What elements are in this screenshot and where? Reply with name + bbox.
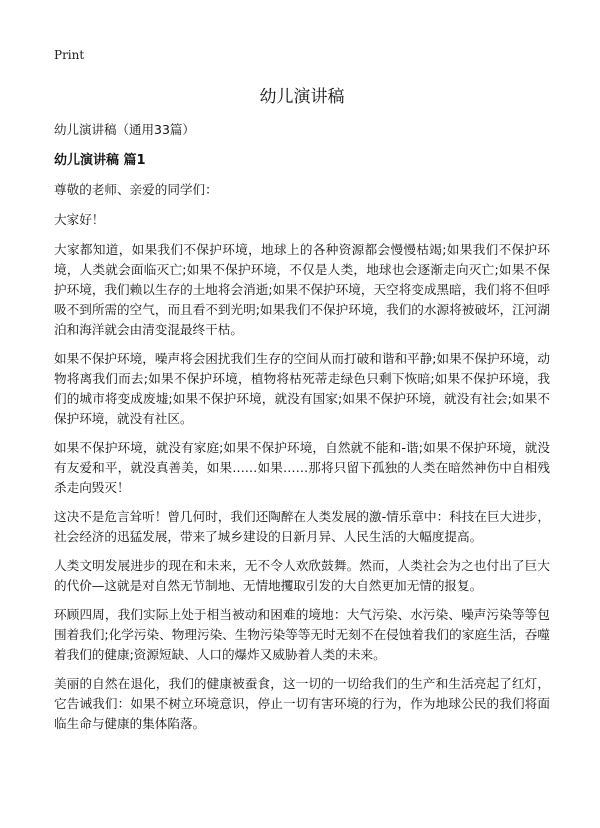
greeting-paragraph: 大家好！ [54, 212, 105, 227]
body-paragraph: 大家都知道，如果我们不保护环境，地球上的各种资源都会慢慢枯竭;如果我们不保护环境，人类就会面临灭亡;如果不保护环境，不仅是人类，地球也会逐渐走向灭亡;如果不保护环境，我们赖以生存的土地将会消逝;如果不保护环境，天空将变成黑暗，我们将不但呼吸不到所需的空气，而且看不到光明;如果我们不保护环境，我们的水源将被破坏，江河湖泊和海洋就会由清变混最终干枯。 [54, 242, 550, 337]
body-paragraph: 人类文明发展进步的现在和未来，无不令人欢欣鼓舞。然而，人类社会为之也付出了巨大的代价—这就是对自然无节制地、无情地攫取引发的大自然更加无情的报复。 [54, 558, 550, 593]
section-heading: 幼儿演讲稿 篇1 [54, 153, 146, 168]
body-paragraph: 这决不是危言耸听！曾几何时，我们还陶醉在人类发展的激-情乐章中：科技在巨大进步，社会经济的迅猛发展，带来了城乡建设的日新月异、人民生活的大幅度提高。 [54, 509, 550, 544]
body-paragraph: 环顾四周，我们实际上处于相当被动和困难的境地：大气污染、水污染、噪声污染等等包围着我们;化学污染、物理污染、生物污染等等无时无刻不在侵蚀着我们的家庭生活，吞噬着我们的健康;资源短缺、人口的爆炸又威胁着人类的未来。 [54, 607, 550, 662]
body-paragraph: 美丽的自然在退化，我们的健康被蚕食，这一切的一切给我们的生产和生活亮起了红灯，它告诫我们：如果不树立环境意识，停止一切有害环境的行为，作为地球公民的我们将面临生命与健康的集体陷落。 [54, 676, 550, 731]
body-paragraph: 如果不保护环境，就没有家庭;如果不保护环境，自然就不能和-谐;如果不保护环境，就没有友爱和平，就没真善美，如果……如果……那将只留下孤独的人类在暗然神伤中自相残杀走向毁灭！ [54, 440, 550, 495]
body-paragraph: 如果不保护环境，噪声将会困扰我们生存的空间从而打破和谐和平静;如果不保护环境，动物将离我们而去;如果不保护环境，植物将枯死蒂走绿色只剩下恢暗;如果不保护环境，我们的城市将变成废墟;如果不保护环境，就没有国家;如果不保护环境，就没有社会;如果不保护环境，就没有社区。 [54, 351, 550, 426]
document-subtitle: 幼儿演讲稿（通用33篇） [54, 122, 195, 137]
page-title: 幼儿演讲稿 [259, 87, 345, 107]
salutation-paragraph: 尊敬的老师、亲爱的同学们： [54, 182, 218, 197]
print-link[interactable]: Print [54, 48, 85, 62]
